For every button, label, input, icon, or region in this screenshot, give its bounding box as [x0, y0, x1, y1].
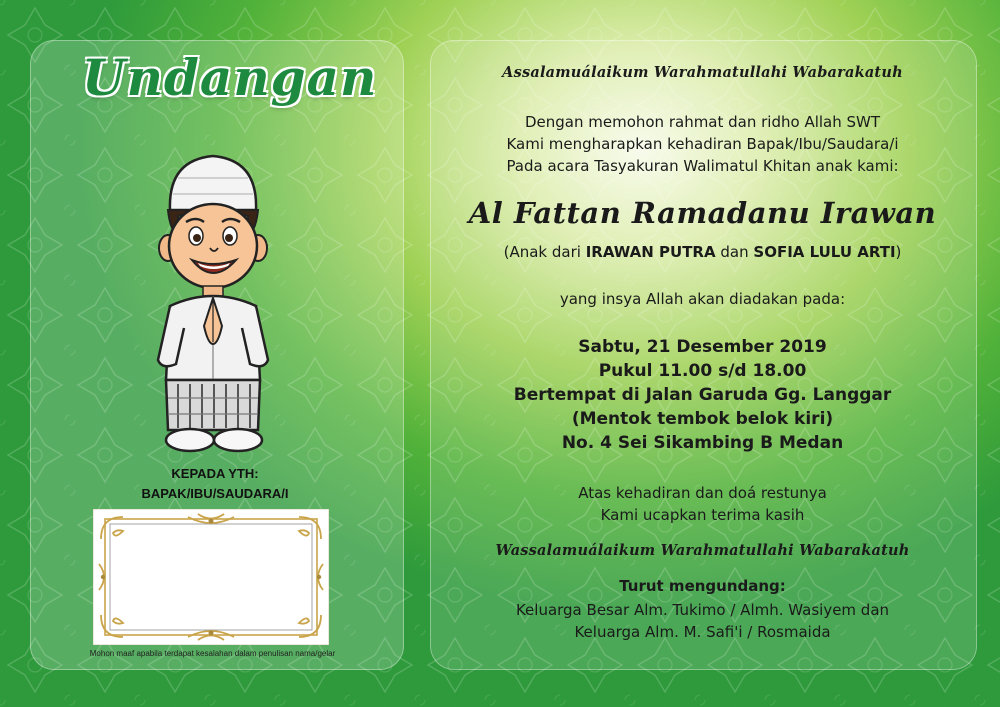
invitation-title: Undangan: [82, 48, 378, 107]
event-time: Pukul 11.00 s/d 18.00: [598, 361, 807, 381]
intro-line: Pada acara Tasyakuran Walimatul Khitan anak kami:: [506, 157, 899, 175]
thanks-line: Kami ucapkan terima kasih: [600, 506, 805, 524]
parents-open: (Anak dari: [503, 243, 581, 261]
intro-line: Dengan memohon rahmat dan ridho Allah SWT: [524, 113, 881, 131]
held-text: yang insya Allah akan diadakan pada:: [559, 290, 846, 308]
venue-line: No. 4 Sei Sikambing B Medan: [561, 433, 844, 453]
invited-by-label: Turut mengundang:: [619, 577, 786, 595]
thanks-line: Atas kehadiran dan doá restunya: [578, 484, 827, 502]
ornamental-frame: [93, 509, 329, 645]
parents-close: ): [895, 243, 902, 261]
family-line: Keluarga Besar Alm. Tukimo / Almh. Wasiyem dan: [515, 601, 890, 619]
boy-illustration: [148, 148, 278, 453]
family-line: Keluarga Alm. M. Safi'i / Rosmaida: [574, 623, 831, 641]
intro-line: Kami mengharapkan kehadiran Bapak/Ibu/Saudara/i: [506, 135, 899, 153]
child-name: Al Fattan Ramadanu Irawan: [468, 196, 937, 230]
closing-greeting: Wassalamuálaikum Warahmatullahi Wabarakatuh: [495, 542, 910, 559]
mother-name: SOFIA LULU ARTI: [753, 243, 896, 261]
parents-line: [450, 243, 955, 261]
disclaimer-text: Mohon maaf apabila terdapat kesalahan dalam penulisan nama/gelar: [89, 649, 336, 658]
event-date: Sabtu, 21 Desember 2019: [578, 337, 827, 357]
venue-line: (Mentok tembok belok kiri): [571, 409, 834, 429]
opening-greeting: Assalamuálaikum Warahmatullahi Wabarakatuh: [502, 64, 903, 81]
parents-and: dan: [720, 243, 749, 261]
addressee-title: BAPAK/IBU/SAUDARA/I: [141, 486, 289, 501]
father-name: IRAWAN PUTRA: [585, 243, 716, 261]
venue-line: Bertempat di Jalan Garuda Gg. Langgar: [513, 385, 892, 405]
addressee-label: KEPADA YTH:: [171, 466, 259, 481]
